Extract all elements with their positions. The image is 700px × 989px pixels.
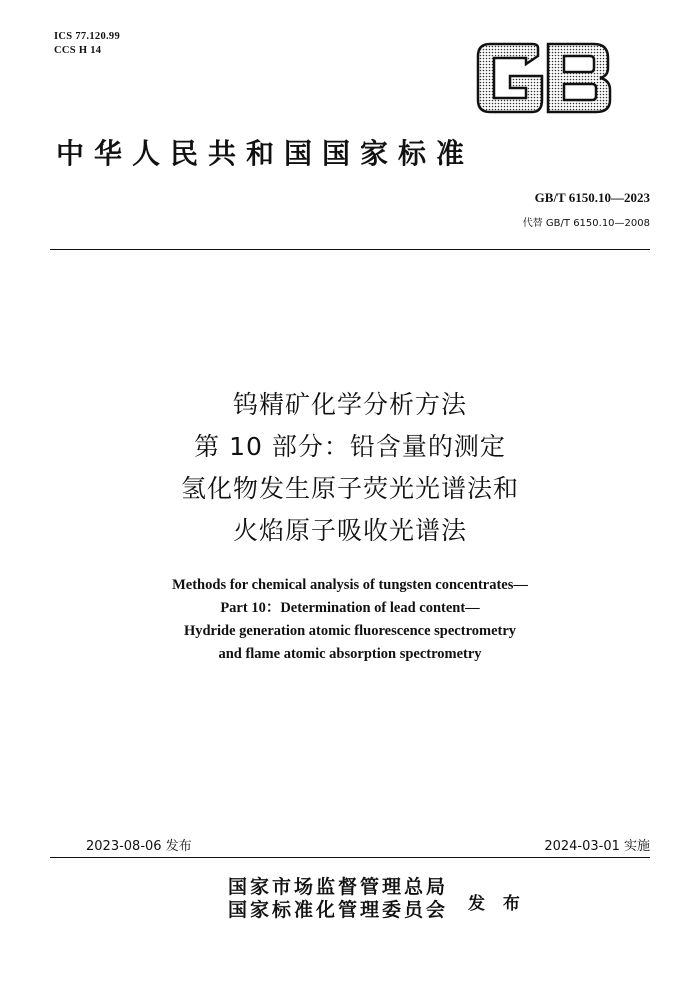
classification-codes — [54, 30, 120, 58]
issuing-authorities — [228, 876, 448, 922]
national-standard-title: 中华人民共和国国家标准 — [56, 137, 475, 170]
chinese-title-line: 第 10 部分：铅含量的测定 — [194, 432, 506, 461]
chinese-title — [50, 384, 650, 552]
standard-number: GB/T 6150.10—2023 — [534, 190, 650, 205]
gb-logo — [476, 42, 612, 114]
ics-code: ICS 77.120.99 — [54, 31, 121, 42]
issuer-sac: 国家标准化管理委员会 — [228, 899, 449, 921]
gb-logo-icon — [476, 42, 612, 114]
implementation-date: 2024-03-01 实施 — [544, 839, 650, 854]
english-title — [50, 574, 650, 666]
english-title-line: and flame atomic absorption spectrometry — [218, 646, 482, 662]
issue-date: 2023-08-06 发布 — [86, 839, 192, 854]
chinese-title-line: 氢化物发生原子荧光光谱法和 — [180, 474, 519, 503]
english-title-line: Methods for chemical analysis of tungsten concentrates— — [172, 577, 528, 593]
english-title-line: Hydride generation atomic fluorescence spectrometry — [183, 623, 517, 639]
english-title-line: Part 10：Determination of lead content— — [220, 600, 480, 616]
issuer-samr: 国家市场监督管理总局 — [228, 876, 449, 898]
chinese-title-line: 火焰原子吸收光谱法 — [232, 516, 467, 545]
top-divider — [50, 249, 650, 250]
issue-label: 发 布 — [468, 894, 526, 914]
replaces-standard: 代替 GB/T 6150.10—2008 — [522, 218, 650, 229]
chinese-title-line: 钨精矿化学分析方法 — [232, 390, 467, 419]
bottom-divider — [50, 857, 650, 858]
ccs-code: CCS H 14 — [54, 45, 102, 56]
